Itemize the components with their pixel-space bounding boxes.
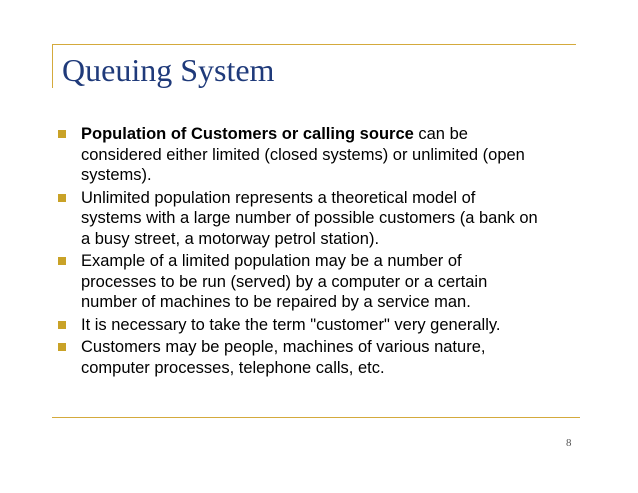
- bullet-item: [58, 188, 538, 250]
- bullet-text: Customers may be people, machines of various nature, computer processes, telephone calls, etc.: [81, 338, 486, 377]
- square-bullet-icon: [58, 343, 66, 351]
- bullet-item: [58, 315, 538, 336]
- bullet-list: [58, 124, 538, 380]
- slide-title: Queuing System: [62, 52, 275, 88]
- square-bullet-icon: [58, 194, 66, 202]
- bullet-text: It is necessary to take the term "customer" very generally.: [81, 315, 501, 334]
- square-bullet-icon: [58, 130, 66, 138]
- page-number: 8: [566, 437, 572, 449]
- bullet-text: Example of a limited population may be a number of processes to be run (served) by a computer or a certain number of machines to be repaired by a service man.: [81, 252, 488, 311]
- bullet-item: [58, 124, 538, 186]
- bullet-text: can be considered either limited (closed systems) or unlimited (open systems).: [81, 125, 525, 184]
- bottom-rule: [52, 417, 580, 418]
- square-bullet-icon: [58, 257, 66, 265]
- bullet-item: [58, 337, 538, 378]
- top-rule: [52, 44, 576, 45]
- bullet-bold-text: Population of Customers or calling source: [81, 125, 414, 143]
- bullet-text: Unlimited population represents a theoretical model of systems with a large number of possible customers (a bank on a busy street, a motorway petrol station).: [81, 188, 538, 248]
- left-rule: [52, 44, 53, 88]
- bullet-item: [58, 251, 538, 313]
- square-bullet-icon: [58, 321, 66, 329]
